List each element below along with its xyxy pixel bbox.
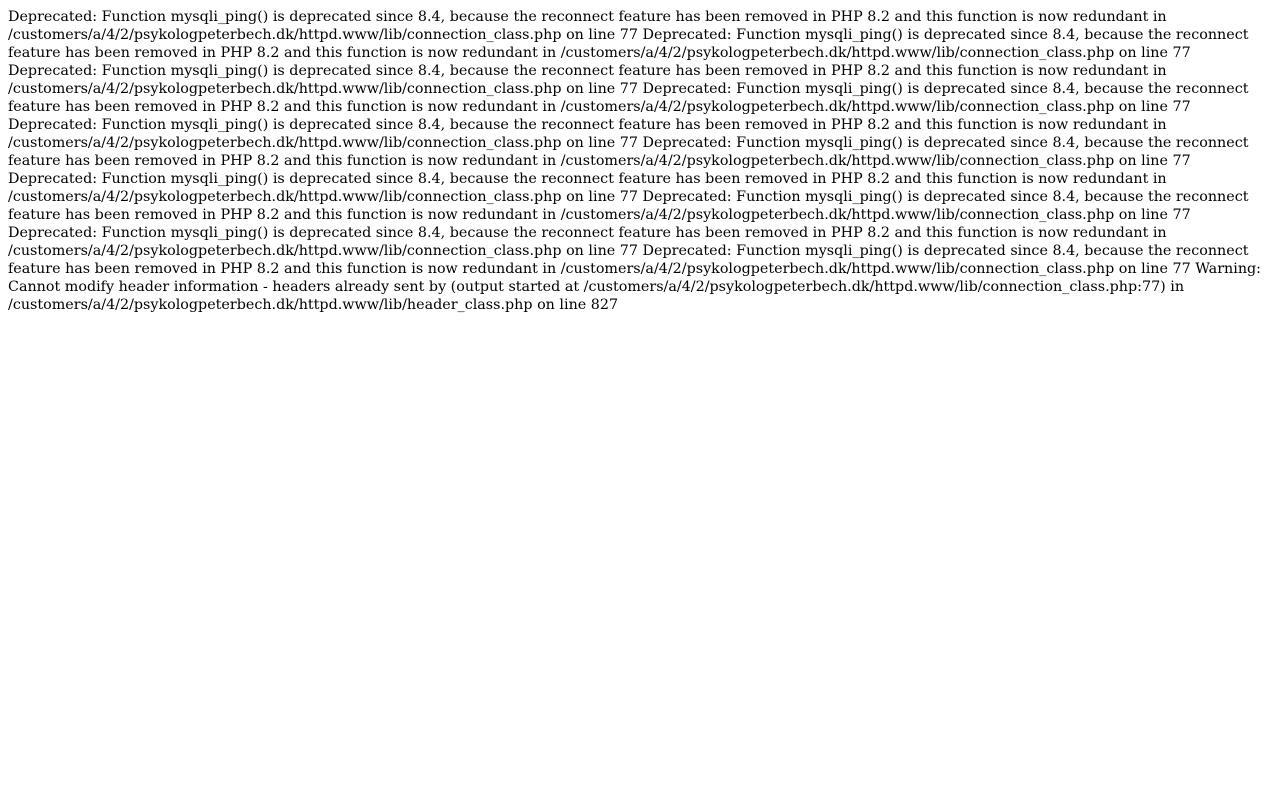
deprecated-message: Deprecated: Function mysqli_ping() is deprecated since 8.4, because the reconnect feature has been removed in PHP 8.2 and this function is now redundant in /customers/a/4/2/psykologpeterbech.dk/httpd.www/lib/connection_class.php on line 77 xyxy=(8,9,1167,43)
deprecated-message: Deprecated: Function mysqli_ping() is deprecated since 8.4, because the reconnect feature has been removed in PHP 8.2 and this function is now redundant in /customers/a/4/2/psykologpeterbech.dk/httpd.www/lib/connection_class.php on line 77 xyxy=(8,135,1249,169)
php-error-output xyxy=(8,8,1272,314)
deprecated-message: Deprecated: Function mysqli_ping() is deprecated since 8.4, because the reconnect feature has been removed in PHP 8.2 and this function is now redundant in /customers/a/4/2/psykologpeterbech.dk/httpd.www/lib/connection_class.php on line 77 xyxy=(8,225,1167,259)
deprecated-message: Deprecated: Function mysqli_ping() is deprecated since 8.4, because the reconnect feature has been removed in PHP 8.2 and this function is now redundant in /customers/a/4/2/psykologpeterbech.dk/httpd.www/lib/connection_class.php on line 77 xyxy=(8,63,1167,97)
deprecated-message: Deprecated: Function mysqli_ping() is deprecated since 8.4, because the reconnect feature has been removed in PHP 8.2 and this function is now redundant in /customers/a/4/2/psykologpeterbech.dk/httpd.www/lib/connection_class.php on line 77 xyxy=(8,81,1249,115)
deprecated-message: Deprecated: Function mysqli_ping() is deprecated since 8.4, because the reconnect feature has been removed in PHP 8.2 and this function is now redundant in /customers/a/4/2/psykologpeterbech.dk/httpd.www/lib/connection_class.php on line 77 xyxy=(8,27,1249,61)
warning-message: Warning: Cannot modify header information - headers already sent by (output started at /customers/a/4/2/psykologpeterbech.dk/httpd.www/lib/connection_class.php:77) in /customers/a/4/2/psykologpeterbech.dk/httpd.www/lib/header_class.php on line 827 xyxy=(8,261,1262,313)
deprecated-message: Deprecated: Function mysqli_ping() is deprecated since 8.4, because the reconnect feature has been removed in PHP 8.2 and this function is now redundant in /customers/a/4/2/psykologpeterbech.dk/httpd.www/lib/connection_class.php on line 77 xyxy=(8,243,1249,277)
deprecated-message: Deprecated: Function mysqli_ping() is deprecated since 8.4, because the reconnect feature has been removed in PHP 8.2 and this function is now redundant in /customers/a/4/2/psykologpeterbech.dk/httpd.www/lib/connection_class.php on line 77 xyxy=(8,189,1249,223)
deprecated-message: Deprecated: Function mysqli_ping() is deprecated since 8.4, because the reconnect feature has been removed in PHP 8.2 and this function is now redundant in /customers/a/4/2/psykologpeterbech.dk/httpd.www/lib/connection_class.php on line 77 xyxy=(8,117,1167,151)
deprecated-message: Deprecated: Function mysqli_ping() is deprecated since 8.4, because the reconnect feature has been removed in PHP 8.2 and this function is now redundant in /customers/a/4/2/psykologpeterbech.dk/httpd.www/lib/connection_class.php on line 77 xyxy=(8,171,1167,205)
